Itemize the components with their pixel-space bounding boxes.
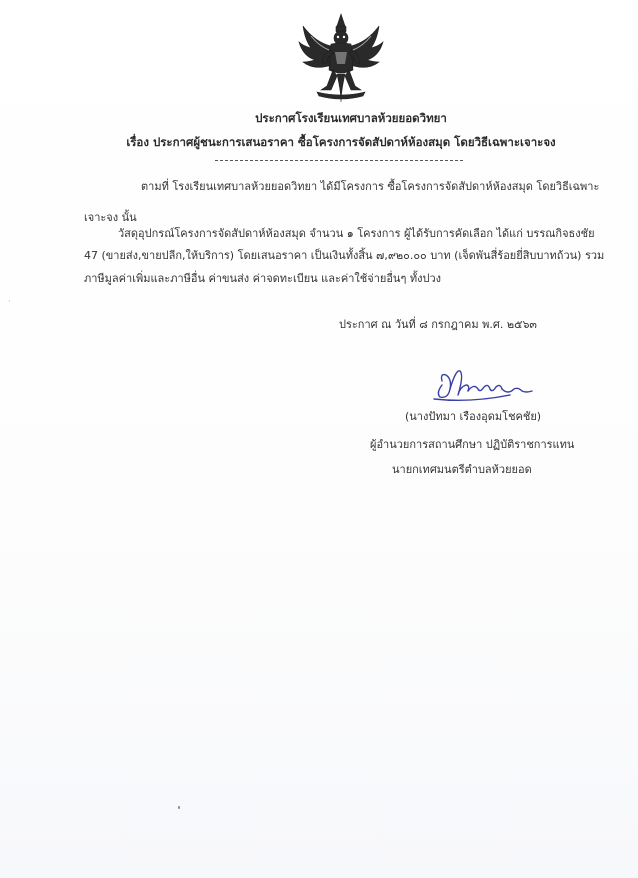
paragraph2-line3: ภาษีมูลค่าเพิ่มและภาษีอื่น ค่าขนส่ง ค่าจดทะเบียน และค่าใช้จ่ายอื่นๆ ทั้งปวง [84, 272, 442, 285]
garuda-emblem-icon [297, 12, 385, 104]
signatory-position-2: นายกเทศมนตรีตำบลห้วยยอด [392, 463, 532, 476]
announcement-subject: เรื่อง ประกาศผู้ชนะการเสนอราคา ซื้อโครงการจัดสัปดาห์ห้องสมุด โดยวิธีเฉพาะเจาะจง [126, 135, 556, 149]
announcement-date: ประกาศ ณ วันที่ ๘ กรกฎาคม พ.ศ. ๒๕๖๓ [339, 318, 537, 331]
signatory-position-1: ผู้อำนวยการสถานศึกษา ปฏิบัติราชการแทน [370, 438, 575, 451]
paragraph2-line2: 47 (ขายส่ง,ขายปลีก,ให้บริการ) โดยเสนอราคา เป็นเงินทั้งสิ้น ๗,๙๒๐.๐๐ บาท (เจ็ดพันสี่ร้อยยี่สิบบาทถ้วน) รวม [84, 249, 605, 262]
scan-speck [9, 300, 10, 302]
separator-rule [215, 160, 463, 161]
signatory-name: (นางปัทมา เรืองอุดมโชคชัย) [405, 410, 542, 423]
paragraph1-line2: เจาะจง นั้น [84, 211, 137, 224]
handwritten-signature [430, 365, 540, 405]
paragraph2-line1: วัสดุอุปกรณ์โครงการจัดสัปดาห์ห้องสมุด จำนวน ๑ โครงการ ผู้ได้รับการคัดเลือก ได้แก่ บรรณกิจธงชัย [118, 227, 595, 240]
paragraph1-line1: ตามที่ โรงเรียนเทศบาลห้วยยอดวิทยา ได้มีโครงการ ซื้อโครงการจัดสัปดาห์ห้องสมุด โดยวิธีเฉพาะ [141, 180, 600, 193]
scan-speck [178, 806, 180, 809]
announcement-title: ประกาศโรงเรียนเทศบาลห้วยยอดวิทยา [255, 111, 447, 125]
